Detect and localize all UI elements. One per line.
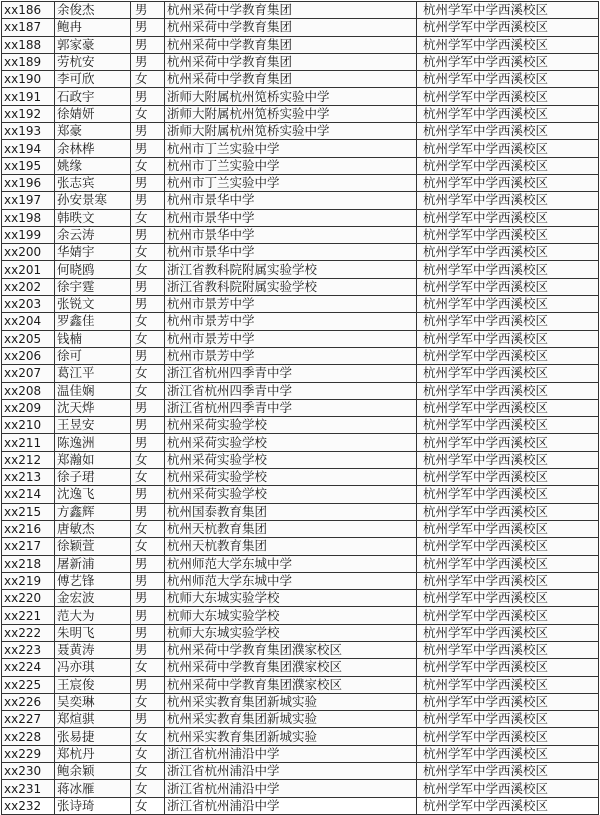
- student-name-cell: 范大为: [55, 607, 131, 624]
- campus-cell: 杭州学军中学西溪校区: [417, 780, 599, 797]
- student-name-cell: 郭家豪: [55, 36, 131, 53]
- student-name-cell: 张志宾: [55, 174, 131, 191]
- table-row: [2, 330, 599, 347]
- school-cell: 杭州采荷中学教育集团濮家校区: [165, 659, 417, 676]
- student-name-cell: 石政宇: [55, 88, 131, 105]
- campus-cell: 杭州学军中学西溪校区: [417, 590, 599, 607]
- campus-cell: 杭州学军中学西溪校区: [417, 451, 599, 468]
- table-row: [2, 36, 599, 53]
- student-name-cell: 屠新浦: [55, 555, 131, 572]
- school-cell: 杭州采实教育集团新城实验: [165, 728, 417, 745]
- campus-cell: 杭州学军中学西溪校区: [417, 382, 599, 399]
- table-row: [2, 399, 599, 416]
- student-name-cell: 温佳娴: [55, 382, 131, 399]
- school-cell: 杭州采荷中学教育集团: [165, 36, 417, 53]
- table-row: [2, 780, 599, 797]
- student-id-cell: xx212: [2, 451, 55, 468]
- campus-cell: 杭州学军中学西溪校区: [417, 676, 599, 693]
- gender-cell: 男: [131, 296, 165, 313]
- school-cell: 杭州市景华中学: [165, 226, 417, 243]
- school-cell: 浙师大附属杭州笕桥实验中学: [165, 105, 417, 122]
- student-name-cell: 徐婧妍: [55, 105, 131, 122]
- campus-cell: 杭州学军中学西溪校区: [417, 572, 599, 589]
- student-name-cell: 沈逸飞: [55, 486, 131, 503]
- table-row: [2, 140, 599, 157]
- student-name-cell: 何晓鸥: [55, 261, 131, 278]
- campus-cell: 杭州学军中学西溪校区: [417, 641, 599, 658]
- student-name-cell: 徐可: [55, 347, 131, 364]
- gender-cell: 男: [131, 676, 165, 693]
- student-name-cell: 鲍余颖: [55, 763, 131, 780]
- student-id-cell: xx221: [2, 607, 55, 624]
- campus-cell: 杭州学军中学西溪校区: [417, 693, 599, 710]
- student-name-cell: 姚缘: [55, 157, 131, 174]
- gender-cell: 女: [131, 71, 165, 88]
- gender-cell: 男: [131, 641, 165, 658]
- gender-cell: 男: [131, 192, 165, 209]
- student-id-cell: xx190: [2, 71, 55, 88]
- student-name-cell: 华婧宇: [55, 244, 131, 261]
- table-row: [2, 19, 599, 36]
- school-cell: 杭州市丁兰实验中学: [165, 157, 417, 174]
- campus-cell: 杭州学军中学西溪校区: [417, 538, 599, 555]
- student-name-cell: 郑煊骐: [55, 711, 131, 728]
- gender-cell: 男: [131, 88, 165, 105]
- table-row: [2, 745, 599, 762]
- gender-cell: 男: [131, 226, 165, 243]
- student-name-cell: 方鑫辉: [55, 503, 131, 520]
- gender-cell: 女: [131, 469, 165, 486]
- student-name-cell: 金宏波: [55, 590, 131, 607]
- table-row: [2, 728, 599, 745]
- table-row: [2, 676, 599, 693]
- student-name-cell: 余林桦: [55, 140, 131, 157]
- campus-cell: 杭州学军中学西溪校区: [417, 728, 599, 745]
- student-name-cell: 王昱安: [55, 417, 131, 434]
- gender-cell: 女: [131, 745, 165, 762]
- campus-cell: 杭州学军中学西溪校区: [417, 365, 599, 382]
- student-name-cell: 张诗琦: [55, 797, 131, 814]
- table-row: [2, 469, 599, 486]
- table-row: [2, 209, 599, 226]
- student-id-cell: xx218: [2, 555, 55, 572]
- school-cell: 杭师大东城实验学校: [165, 607, 417, 624]
- student-id-cell: xx220: [2, 590, 55, 607]
- campus-cell: 杭州学军中学西溪校区: [417, 520, 599, 537]
- student-name-cell: 沈天烨: [55, 399, 131, 416]
- school-cell: 杭州采实教育集团新城实验: [165, 711, 417, 728]
- student-name-cell: 鲍冉: [55, 19, 131, 36]
- gender-cell: 男: [131, 434, 165, 451]
- campus-cell: 杭州学军中学西溪校区: [417, 711, 599, 728]
- student-name-cell: 张易捷: [55, 728, 131, 745]
- table-row: [2, 313, 599, 330]
- student-id-cell: xx205: [2, 330, 55, 347]
- table-row: [2, 226, 599, 243]
- campus-cell: 杭州学军中学西溪校区: [417, 745, 599, 762]
- table-row: [2, 157, 599, 174]
- school-cell: 杭州国泰教育集团: [165, 503, 417, 520]
- campus-cell: 杭州学军中学西溪校区: [417, 417, 599, 434]
- gender-cell: 男: [131, 590, 165, 607]
- campus-cell: 杭州学军中学西溪校区: [417, 36, 599, 53]
- campus-cell: 杭州学军中学西溪校区: [417, 296, 599, 313]
- table-row: [2, 607, 599, 624]
- gender-cell: 女: [131, 261, 165, 278]
- gender-cell: 女: [131, 763, 165, 780]
- student-id-cell: xx200: [2, 244, 55, 261]
- gender-cell: 男: [131, 19, 165, 36]
- student-id-cell: xx210: [2, 417, 55, 434]
- school-cell: 杭师大东城实验学校: [165, 624, 417, 641]
- school-cell: 杭州天杭教育集团: [165, 520, 417, 537]
- school-cell: 杭州采荷中学教育集团: [165, 71, 417, 88]
- student-id-cell: xx214: [2, 486, 55, 503]
- campus-cell: 杭州学军中学西溪校区: [417, 607, 599, 624]
- student-name-cell: 朱明飞: [55, 624, 131, 641]
- student-id-cell: xx202: [2, 278, 55, 295]
- student-id-cell: xx191: [2, 88, 55, 105]
- student-id-cell: xx186: [2, 2, 55, 19]
- school-cell: 杭州采荷中学教育集团濮家校区: [165, 641, 417, 658]
- student-id-cell: xx213: [2, 469, 55, 486]
- student-name-cell: 李可欣: [55, 71, 131, 88]
- student-id-cell: xx216: [2, 520, 55, 537]
- table-row: [2, 572, 599, 589]
- campus-cell: 杭州学军中学西溪校区: [417, 105, 599, 122]
- school-cell: 杭州采荷实验学校: [165, 434, 417, 451]
- campus-cell: 杭州学军中学西溪校区: [417, 659, 599, 676]
- table-row: [2, 590, 599, 607]
- table-row: [2, 382, 599, 399]
- student-name-cell: 聂黄涛: [55, 641, 131, 658]
- school-cell: 杭州采荷中学教育集团濮家校区: [165, 676, 417, 693]
- school-cell: 浙江省杭州四季青中学: [165, 399, 417, 416]
- table-row: [2, 296, 599, 313]
- student-name-cell: 余云涛: [55, 226, 131, 243]
- gender-cell: 男: [131, 36, 165, 53]
- gender-cell: 女: [131, 797, 165, 814]
- school-cell: 杭州采荷中学教育集团: [165, 2, 417, 19]
- campus-cell: 杭州学军中学西溪校区: [417, 278, 599, 295]
- student-id-cell: xx196: [2, 174, 55, 191]
- gender-cell: 男: [131, 417, 165, 434]
- student-name-cell: 唐敏杰: [55, 520, 131, 537]
- gender-cell: 女: [131, 659, 165, 676]
- table-row: [2, 278, 599, 295]
- campus-cell: 杭州学军中学西溪校区: [417, 486, 599, 503]
- student-id-cell: xx198: [2, 209, 55, 226]
- gender-cell: 女: [131, 105, 165, 122]
- gender-cell: 女: [131, 451, 165, 468]
- campus-cell: 杭州学军中学西溪校区: [417, 503, 599, 520]
- school-cell: 杭州市景华中学: [165, 209, 417, 226]
- school-cell: 杭州市景芳中学: [165, 296, 417, 313]
- campus-cell: 杭州学军中学西溪校区: [417, 261, 599, 278]
- student-id-cell: xx231: [2, 780, 55, 797]
- student-id-cell: xx201: [2, 261, 55, 278]
- student-id-cell: xx192: [2, 105, 55, 122]
- campus-cell: 杭州学军中学西溪校区: [417, 71, 599, 88]
- gender-cell: 男: [131, 503, 165, 520]
- school-cell: 杭州采荷中学教育集团: [165, 19, 417, 36]
- table-row: [2, 53, 599, 70]
- gender-cell: 男: [131, 174, 165, 191]
- table-row: [2, 624, 599, 641]
- gender-cell: 女: [131, 330, 165, 347]
- student-name-cell: 余俊杰: [55, 2, 131, 19]
- student-name-cell: 郑瀚如: [55, 451, 131, 468]
- student-id-cell: xx189: [2, 53, 55, 70]
- student-id-cell: xx206: [2, 347, 55, 364]
- student-id-cell: xx199: [2, 226, 55, 243]
- table-row: [2, 244, 599, 261]
- student-name-cell: 傅艺锋: [55, 572, 131, 589]
- gender-cell: 男: [131, 572, 165, 589]
- student-id-cell: xx209: [2, 399, 55, 416]
- school-cell: 浙江省杭州四季青中学: [165, 365, 417, 382]
- student-name-cell: 葛江平: [55, 365, 131, 382]
- roster-body: [2, 2, 599, 815]
- campus-cell: 杭州学军中学西溪校区: [417, 53, 599, 70]
- student-id-cell: xx195: [2, 157, 55, 174]
- school-cell: 浙江省杭州浦沿中学: [165, 780, 417, 797]
- table-row: [2, 174, 599, 191]
- student-id-cell: xx232: [2, 797, 55, 814]
- gender-cell: 女: [131, 728, 165, 745]
- student-name-cell: 徐颖萱: [55, 538, 131, 555]
- campus-cell: 杭州学军中学西溪校区: [417, 313, 599, 330]
- table-row: [2, 693, 599, 710]
- gender-cell: 男: [131, 555, 165, 572]
- student-id-cell: xx223: [2, 641, 55, 658]
- student-name-cell: 钱楠: [55, 330, 131, 347]
- gender-cell: 女: [131, 520, 165, 537]
- student-id-cell: xx219: [2, 572, 55, 589]
- campus-cell: 杭州学军中学西溪校区: [417, 192, 599, 209]
- table-row: [2, 365, 599, 382]
- school-cell: 杭州采荷实验学校: [165, 451, 417, 468]
- school-cell: 浙江省杭州浦沿中学: [165, 745, 417, 762]
- school-cell: 杭州师范大学东城中学: [165, 555, 417, 572]
- gender-cell: 女: [131, 209, 165, 226]
- campus-cell: 杭州学军中学西溪校区: [417, 19, 599, 36]
- school-cell: 杭州采实教育集团新城实验: [165, 693, 417, 710]
- campus-cell: 杭州学军中学西溪校区: [417, 347, 599, 364]
- school-cell: 杭州市景华中学: [165, 192, 417, 209]
- roster-sheet: [1, 1, 598, 813]
- student-name-cell: 陈逸洲: [55, 434, 131, 451]
- student-name-cell: 罗鑫佳: [55, 313, 131, 330]
- student-id-cell: xx187: [2, 19, 55, 36]
- student-id-cell: xx230: [2, 763, 55, 780]
- school-cell: 浙江省杭州浦沿中学: [165, 797, 417, 814]
- student-name-cell: 劳杭安: [55, 53, 131, 70]
- student-name-cell: 孙安景寒: [55, 192, 131, 209]
- student-name-cell: 蒋冰雁: [55, 780, 131, 797]
- school-cell: 浙师大附属杭州笕桥实验中学: [165, 88, 417, 105]
- gender-cell: 女: [131, 780, 165, 797]
- gender-cell: 女: [131, 538, 165, 555]
- school-cell: 浙江省教科院附属实验学校: [165, 261, 417, 278]
- student-name-cell: 吴奕琳: [55, 693, 131, 710]
- campus-cell: 杭州学军中学西溪校区: [417, 157, 599, 174]
- campus-cell: 杭州学军中学西溪校区: [417, 399, 599, 416]
- school-cell: 杭州天杭教育集团: [165, 538, 417, 555]
- student-id-cell: xx226: [2, 693, 55, 710]
- campus-cell: 杭州学军中学西溪校区: [417, 209, 599, 226]
- table-row: [2, 711, 599, 728]
- student-id-cell: xx217: [2, 538, 55, 555]
- gender-cell: 男: [131, 347, 165, 364]
- table-row: [2, 123, 599, 140]
- gender-cell: 女: [131, 157, 165, 174]
- table-row: [2, 417, 599, 434]
- campus-cell: 杭州学军中学西溪校区: [417, 797, 599, 814]
- gender-cell: 男: [131, 278, 165, 295]
- table-row: [2, 538, 599, 555]
- table-row: [2, 2, 599, 19]
- table-row: [2, 434, 599, 451]
- student-roster-table: [1, 1, 599, 815]
- student-id-cell: xx208: [2, 382, 55, 399]
- school-cell: 杭州采荷实验学校: [165, 417, 417, 434]
- student-name-cell: 张锐文: [55, 296, 131, 313]
- school-cell: 杭州采荷中学教育集团: [165, 53, 417, 70]
- gender-cell: 男: [131, 486, 165, 503]
- student-name-cell: 冯亦琪: [55, 659, 131, 676]
- school-cell: 杭州采荷实验学校: [165, 486, 417, 503]
- campus-cell: 杭州学军中学西溪校区: [417, 330, 599, 347]
- campus-cell: 杭州学军中学西溪校区: [417, 763, 599, 780]
- school-cell: 杭州市景芳中学: [165, 330, 417, 347]
- student-name-cell: 王宸俊: [55, 676, 131, 693]
- table-row: [2, 451, 599, 468]
- student-id-cell: xx197: [2, 192, 55, 209]
- school-cell: 浙江省杭州四季青中学: [165, 382, 417, 399]
- gender-cell: 男: [131, 607, 165, 624]
- student-id-cell: xx222: [2, 624, 55, 641]
- gender-cell: 男: [131, 399, 165, 416]
- campus-cell: 杭州学军中学西溪校区: [417, 140, 599, 157]
- school-cell: 杭师大东城实验学校: [165, 590, 417, 607]
- table-row: [2, 641, 599, 658]
- school-cell: 杭州市景芳中学: [165, 347, 417, 364]
- school-cell: 浙江省杭州浦沿中学: [165, 763, 417, 780]
- school-cell: 杭州市丁兰实验中学: [165, 174, 417, 191]
- campus-cell: 杭州学军中学西溪校区: [417, 555, 599, 572]
- gender-cell: 男: [131, 2, 165, 19]
- student-id-cell: xx203: [2, 296, 55, 313]
- table-row: [2, 659, 599, 676]
- school-cell: 杭州市丁兰实验中学: [165, 140, 417, 157]
- student-id-cell: xx227: [2, 711, 55, 728]
- student-id-cell: xx215: [2, 503, 55, 520]
- table-row: [2, 192, 599, 209]
- student-id-cell: xx211: [2, 434, 55, 451]
- student-id-cell: xx207: [2, 365, 55, 382]
- gender-cell: 男: [131, 53, 165, 70]
- campus-cell: 杭州学军中学西溪校区: [417, 226, 599, 243]
- student-name-cell: 郑杭丹: [55, 745, 131, 762]
- table-row: [2, 555, 599, 572]
- student-name-cell: 徐宇霆: [55, 278, 131, 295]
- gender-cell: 男: [131, 624, 165, 641]
- student-id-cell: xx228: [2, 728, 55, 745]
- campus-cell: 杭州学军中学西溪校区: [417, 2, 599, 19]
- student-id-cell: xx194: [2, 140, 55, 157]
- gender-cell: 女: [131, 365, 165, 382]
- table-row: [2, 88, 599, 105]
- campus-cell: 杭州学军中学西溪校区: [417, 244, 599, 261]
- school-cell: 浙江省教科院附属实验学校: [165, 278, 417, 295]
- gender-cell: 女: [131, 313, 165, 330]
- school-cell: 浙师大附属杭州笕桥实验中学: [165, 123, 417, 140]
- student-id-cell: xx229: [2, 745, 55, 762]
- student-id-cell: xx224: [2, 659, 55, 676]
- gender-cell: 女: [131, 382, 165, 399]
- gender-cell: 女: [131, 244, 165, 261]
- student-id-cell: xx188: [2, 36, 55, 53]
- campus-cell: 杭州学军中学西溪校区: [417, 624, 599, 641]
- student-name-cell: 韩昳文: [55, 209, 131, 226]
- gender-cell: 男: [131, 711, 165, 728]
- table-row: [2, 105, 599, 122]
- student-id-cell: xx204: [2, 313, 55, 330]
- table-row: [2, 71, 599, 88]
- campus-cell: 杭州学军中学西溪校区: [417, 123, 599, 140]
- table-row: [2, 503, 599, 520]
- school-cell: 杭州师范大学东城中学: [165, 572, 417, 589]
- student-id-cell: xx193: [2, 123, 55, 140]
- campus-cell: 杭州学军中学西溪校区: [417, 434, 599, 451]
- gender-cell: 女: [131, 693, 165, 710]
- campus-cell: 杭州学军中学西溪校区: [417, 469, 599, 486]
- gender-cell: 男: [131, 123, 165, 140]
- school-cell: 杭州市景华中学: [165, 244, 417, 261]
- table-row: [2, 347, 599, 364]
- school-cell: 杭州市景芳中学: [165, 313, 417, 330]
- table-row: [2, 486, 599, 503]
- school-cell: 杭州采荷实验学校: [165, 469, 417, 486]
- table-row: [2, 763, 599, 780]
- table-row: [2, 261, 599, 278]
- table-row: [2, 520, 599, 537]
- gender-cell: 男: [131, 140, 165, 157]
- student-name-cell: 徐子珺: [55, 469, 131, 486]
- student-id-cell: xx225: [2, 676, 55, 693]
- student-name-cell: 郑豪: [55, 123, 131, 140]
- campus-cell: 杭州学军中学西溪校区: [417, 88, 599, 105]
- campus-cell: 杭州学军中学西溪校区: [417, 174, 599, 191]
